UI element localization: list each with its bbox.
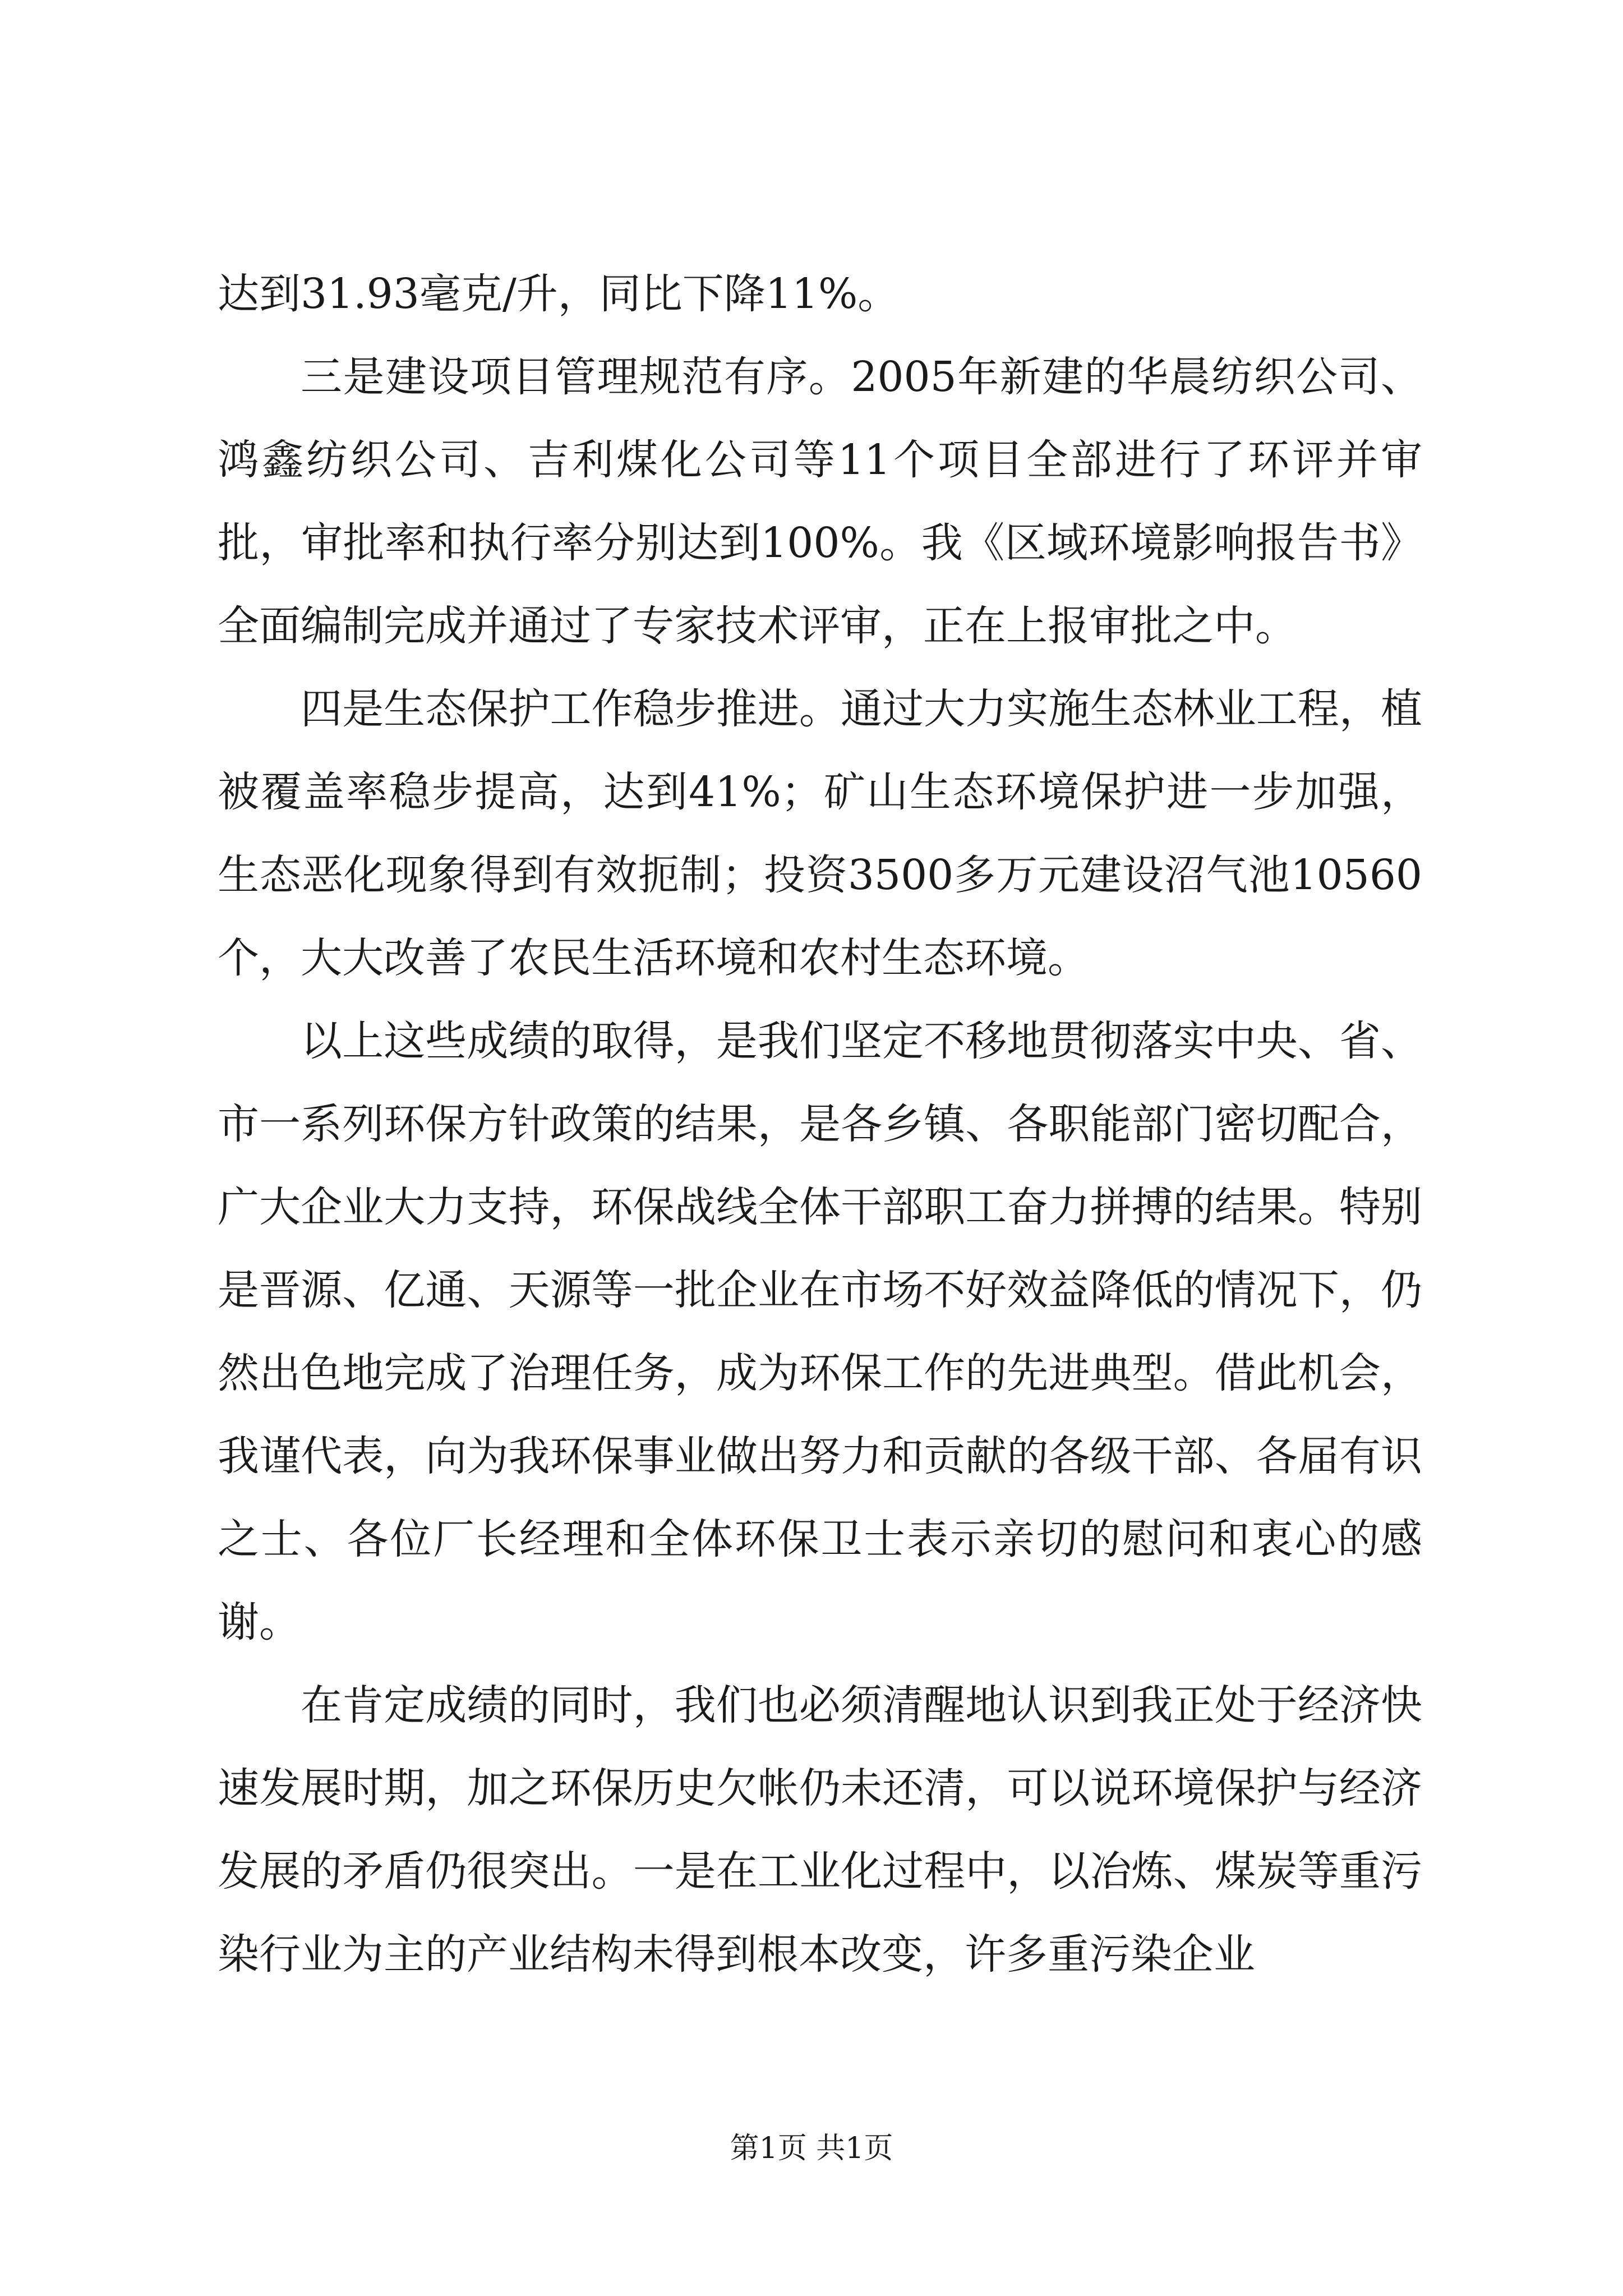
paragraph-project-management: 三是建设项目管理规范有序。2005年新建的华晨纺织公司、鸿鑫纺织公司、吉利煤化公司等11个项目全部进行了环评并审批，审批率和执行率分别达到100%。我《区域环境影响报告书》全面编制完成并通过了专家技术评审，正在上报审批之中。	[218, 353, 1422, 650]
paragraph-ecological-protection: 四是生态保护工作稳步推进。通过大力实施生态林业工程，植被覆盖率稳步提高，达到41%；矿山生态环境保护进一步加强，生态恶化现象得到有效扼制；投资3500多万元建设沼气池10560个，大大改善了农民生活环境和农村生态环境。	[218, 685, 1422, 982]
page-number-footer: 第1页 共1页	[730, 2132, 893, 2165]
paragraph-problems: 在肯定成绩的同时，我们也必须清醒地认识到我正处于经济快速发展时期，加之环保历史欠帐仍未还清，可以说环境保护与经济发展的矛盾仍很突出。一是在工业化过程中，以冶炼、煤炭等重污染行业为主的产业结构未得到根本改变，许多重污染企业	[218, 1681, 1422, 1978]
paragraph-continuation: 达到31.93毫克/升，同比下降11%。	[218, 270, 900, 318]
paragraph-achievements-summary: 以上这些成绩的取得，是我们坚定不移地贯彻落实中央、省、市一系列环保方针政策的结果，是各乡镇、各职能部门密切配合，广大企业大力支持，环保战线全体干部职工奋力拼搏的结果。特别是晋源、亿通、天源等一批企业在市场不好效益降低的情况下，仍然出色地完成了治理任务，成为环保工作的先进典型。借此机会，我谨代表，向为我环保事业做出努力和贡献的各级干部、各届有识之士、各位厂长经理和全体环保卫士表示亲切的慰问和衷心的感谢。	[218, 1017, 1422, 1646]
document-body	[218, 252, 1422, 2092]
